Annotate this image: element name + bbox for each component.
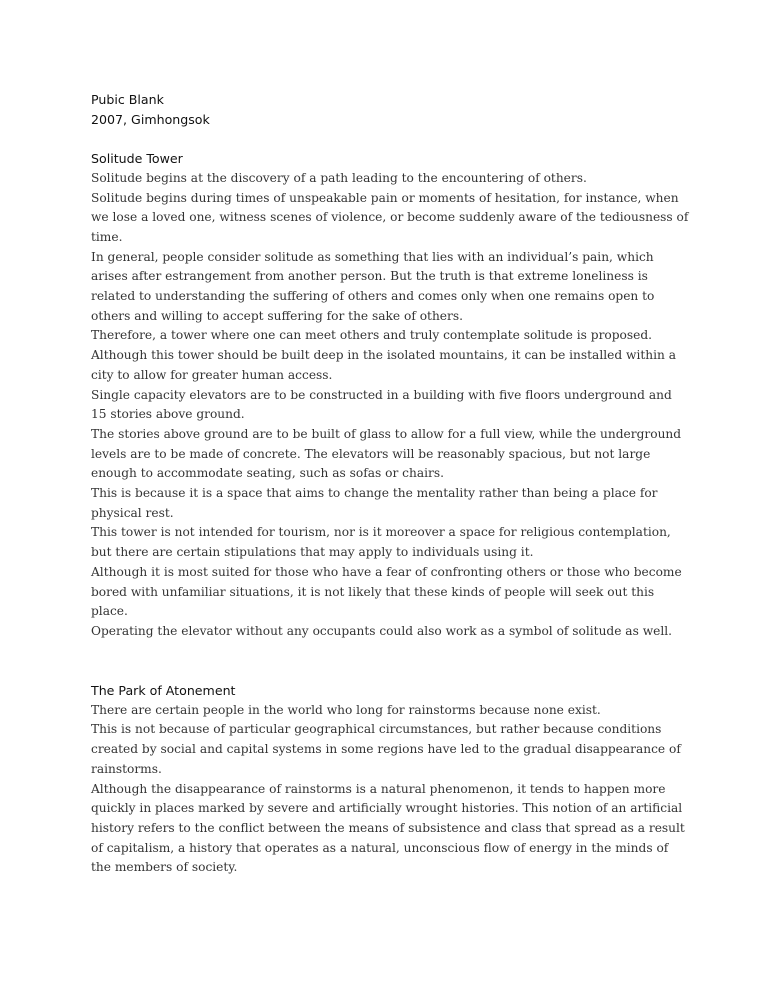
section-heading: Solitude Tower [91, 151, 183, 167]
paragraph: Solitude begins at the discovery of a path leading to the encountering of others. [91, 170, 587, 185]
spacer [91, 642, 691, 681]
section-solitude-tower [91, 149, 691, 642]
paragraph: The stories above ground are to be built of glass to allow for a full view, while the underground levels are to be made of concrete. The elevators will be reasonably spacious, but not large enough to accommodate seating, such as sofas or chairs. [91, 426, 682, 481]
paragraph: Although it is most suited for those who have a fear of confronting others or those who become bored with unfamiliar situations, it is not likely that these kinds of people will seek out this place. [91, 564, 682, 619]
paragraph: Although the disappearance of rainstorms is a natural phenomenon, it tends to happen more quickly in places marked by severe and artificially wrought histories. This notion of an artificial history refers to the conflict between the means of subsistence and class that spread as a result of capitalism, a history that operates as a natural, unconscious flow of energy in the minds of the members of society. [91, 781, 685, 875]
document-title: Pubic Blank [91, 92, 164, 107]
paragraph: This tower is not intended for tourism, nor is it moreover a space for religious contemplation, but there are certain stipulations that may apply to individuals using it. [91, 525, 671, 560]
paragraph: Operating the elevator without any occupants could also work as a symbol of solitude as well. [91, 623, 673, 638]
paragraph: Single capacity elevators are to be constructed in a building with five floors underground and 15 stories above ground. [91, 387, 672, 422]
paragraph: There are certain people in the world who long for rainstorms because none exist. [91, 702, 601, 717]
document-page [91, 90, 691, 878]
section-heading: The Park of Atonement [91, 683, 236, 699]
paragraph: In general, people consider solitude as something that lies with an individual’s pain, which arises after estrangement from another person. But the truth is that extreme loneliness is related to understanding the suffering of others and comes only when one remains open to others and willing to accept suffering for the sake of others. [91, 249, 655, 323]
paragraph: Solitude begins during times of unspeakable pain or moments of hesitation, for instance, when we lose a loved one, witness scenes of violence, or become suddenly aware of the tediousness of time. [91, 190, 689, 244]
document-byline: 2007, Gimhongsok [91, 111, 210, 127]
spacer [91, 129, 691, 149]
paragraph: This is because it is a space that aims to change the mentality rather than being a place for physical rest. [91, 486, 658, 520]
paragraph: Although this tower should be built deep in the isolated mountains, it can be installed within a city to allow for greater human access. [91, 348, 676, 382]
paragraph: Therefore, a tower where one can meet others and truly contemplate solitude is proposed. [91, 328, 653, 343]
paragraph: This is not because of particular geographical circumstances, but rather because conditions created by social and capital systems in some regions have led to the gradual disappearance of rainstorms. [91, 722, 681, 776]
section-park-of-atonement [91, 681, 691, 878]
